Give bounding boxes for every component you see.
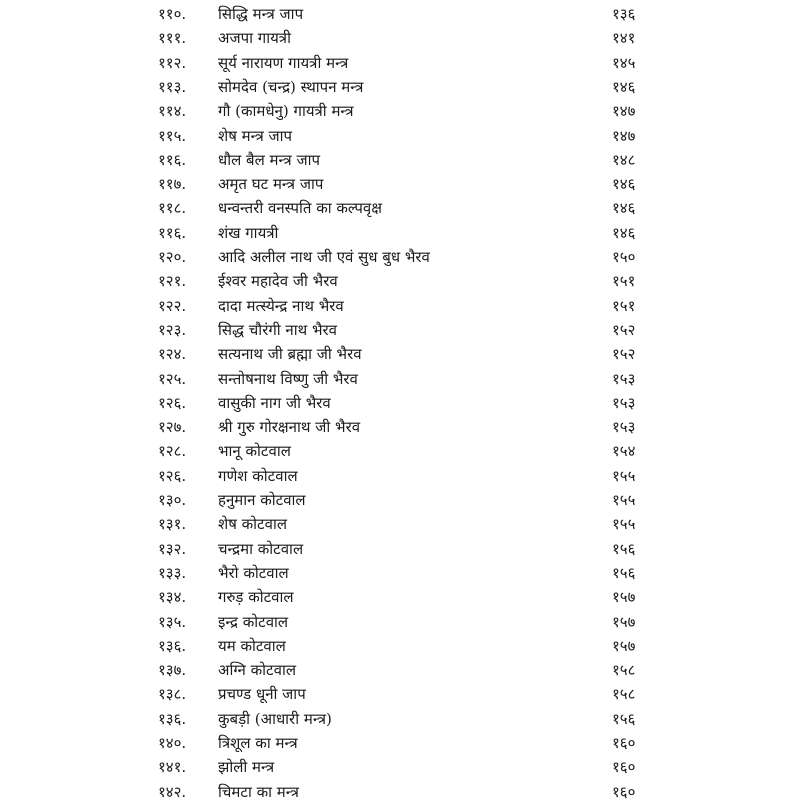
toc-entry-page: १५४ [612, 442, 636, 461]
toc-entry [0, 488, 799, 512]
toc-entry-title: धौल बैल मन्त्र जाप [218, 150, 320, 169]
toc-entry-title: कुबड़ी (आधारी मन्त्र) [218, 709, 332, 728]
toc-entry [0, 658, 799, 682]
toc-entry-page: १४७ [612, 126, 636, 145]
toc-entry-number: १२६. [158, 466, 187, 485]
toc-entry-title: वासुकी नाग जी भैरव [218, 393, 331, 412]
toc-entry [0, 561, 799, 585]
toc-entry-page: १५८ [612, 685, 636, 704]
toc-entry-page: १५० [612, 248, 636, 266]
toc-entry [0, 464, 799, 488]
toc-entry-page: १४६ [612, 223, 636, 242]
toc-entry-title: प्रचण्ड धूनी जाप [218, 685, 306, 704]
toc-entry-title: ईश्वर महादेव जी भैरव [218, 272, 338, 291]
toc-entry-title: चन्द्रमा कोटवाल [218, 539, 304, 558]
toc-entry-page: १५१ [612, 272, 636, 291]
toc-entry-number: १२७. [158, 418, 187, 437]
toc-entry-title: सत्यनाथ जी ब्रह्मा जी भैरव [218, 345, 362, 364]
toc-entry-number: १३८. [158, 685, 187, 704]
toc-entry [0, 512, 799, 536]
toc-entry [0, 2, 799, 26]
toc-entry-page: १५१ [612, 296, 636, 315]
toc-entry-page: १४५ [612, 53, 636, 72]
toc-entry-page: १५७ [612, 636, 636, 655]
toc-entry-page: १६० [612, 734, 636, 752]
toc-entry-title: झोली मन्त्र [218, 758, 275, 777]
toc-entry [0, 367, 799, 391]
toc-entry-number: १११. [158, 29, 187, 48]
toc-entry-page: १४६ [612, 77, 636, 96]
toc-entry-page: १४१ [612, 29, 636, 48]
toc-entry-title: चिमटा का मन्त्र [218, 782, 299, 801]
toc-entry-page: १६० [612, 758, 636, 777]
toc-entry-page: १५६ [612, 539, 636, 558]
toc-entry-number: ११६. [158, 150, 187, 169]
toc-entry-number: ११७. [158, 175, 187, 194]
toc-entry-title: भानू कोटवाल [218, 442, 291, 461]
toc-entry [0, 196, 799, 220]
toc-entry-number: १४१. [158, 758, 187, 777]
toc-entry-page: १५८ [612, 661, 636, 680]
toc-entry-number: १३२. [158, 539, 187, 558]
toc-entry-number: १२४. [158, 345, 187, 364]
toc-entry-page: १४७ [612, 102, 636, 121]
toc-entry-title: अमृत घट मन्त्र जाप [218, 175, 324, 194]
toc-entry-number: १२३. [158, 320, 187, 339]
toc-entry-title: सिद्धि मन्त्र जाप [218, 5, 304, 23]
toc-entry-title: त्रिशूल का मन्त्र [218, 734, 298, 752]
toc-entry [0, 221, 799, 245]
toc-entry [0, 537, 799, 561]
toc-entry-page: १५६ [612, 709, 636, 728]
toc-entry-number: ११६. [158, 223, 187, 242]
toc-entry [0, 415, 799, 439]
toc-entry [0, 124, 799, 148]
toc-entry-title: गौ (कामधेनु) गायत्री मन्त्र [218, 102, 354, 121]
toc-entry-title: सिद्ध चौरंगी नाथ भैरव [218, 320, 338, 339]
toc-entry-title: धन्वन्तरी वनस्पति का कल्पवृक्ष [218, 199, 382, 218]
toc-entry [0, 731, 799, 755]
toc-entry-page: १५३ [612, 369, 636, 388]
toc-entry-page: १४६ [612, 175, 636, 194]
toc-entry [0, 148, 799, 172]
toc-entry-title: इन्द्र कोटवाल [218, 612, 289, 631]
toc-entry-title: भैरो कोटवाल [218, 563, 289, 582]
toc-entry-title: शेष कोटवाल [218, 515, 287, 534]
toc-entry [0, 439, 799, 463]
toc-entry-title: शेष मन्त्र जाप [218, 126, 293, 145]
toc-entry [0, 318, 799, 342]
toc-entry-page: १५३ [612, 393, 636, 412]
toc-entry [0, 245, 799, 269]
toc-entry-title: श्री गुरु गोरक्षनाथ जी भैरव [218, 418, 361, 437]
toc-entry-page: १४६ [612, 199, 636, 218]
toc-entry-title: दादा मत्स्येन्द्र नाथ भैरव [218, 296, 344, 315]
toc-entry-number: ११३. [158, 77, 187, 96]
toc-entry-number: ११०. [158, 5, 187, 23]
toc-entry-number: १३६. [158, 709, 187, 728]
toc-entry [0, 26, 799, 50]
toc-entry-title: सन्तोषनाथ विष्णु जी भैरव [218, 369, 358, 388]
toc-entry-number: १३७. [158, 661, 187, 680]
toc-entry-number: १३३. [158, 563, 187, 582]
toc-entry [0, 75, 799, 99]
toc-entry-title: सोमदेव (चन्द्र) स्थापन मन्त्र [218, 77, 364, 96]
toc-entry-number: ११५. [158, 126, 187, 145]
toc-entry [0, 172, 799, 196]
toc-entry-title: हनुमान कोटवाल [218, 491, 306, 509]
toc-entry-page: १५२ [612, 320, 636, 339]
toc-entry-number: ११२. [158, 53, 187, 72]
toc-entry-page: १५५ [612, 515, 636, 534]
toc-entry-number: १४०. [158, 734, 187, 752]
toc-entry-title: गरुड़ कोटवाल [218, 588, 294, 607]
toc-entry [0, 682, 799, 706]
toc-entry-number: १३५. [158, 612, 187, 631]
toc-entry-number: १३०. [158, 491, 187, 509]
toc-entry [0, 755, 799, 779]
toc-entry-number: १३४. [158, 588, 187, 607]
toc-entry-number: १४२. [158, 782, 187, 801]
toc-entry-page: १५७ [612, 612, 636, 631]
toc-entry-page: १६० [612, 782, 636, 801]
toc-entry-page: १५५ [612, 491, 636, 509]
toc-entry-title: अग्नि कोटवाल [218, 661, 297, 680]
toc-entry [0, 391, 799, 415]
toc-entry [0, 51, 799, 75]
toc-entry-page: १५२ [612, 345, 636, 364]
toc-entry-number: १२२. [158, 296, 187, 315]
toc-entry-title: शंख गायत्री [218, 223, 279, 242]
toc-entry [0, 610, 799, 634]
toc-entry-page: १५३ [612, 418, 636, 437]
toc-entry [0, 342, 799, 366]
toc-entry-title: अजपा गायत्री [218, 29, 291, 48]
toc-entry-number: १२१. [158, 272, 187, 291]
toc-entry [0, 634, 799, 658]
toc-entry-page: १५५ [612, 466, 636, 485]
toc-entry-number: १२०. [158, 248, 187, 266]
toc-entry-number: ११८. [158, 199, 187, 218]
toc-entry-title: गणेश कोटवाल [218, 466, 298, 485]
toc-entry-number: ११४. [158, 102, 187, 121]
toc-entry-number: १३१. [158, 515, 187, 534]
toc-entry-page: १५७ [612, 588, 636, 607]
toc-entry [0, 269, 799, 293]
toc-entry [0, 707, 799, 731]
toc-entry [0, 585, 799, 609]
toc-entry-title: सूर्य नारायण गायत्री मन्त्र [218, 53, 349, 72]
toc-entry [0, 294, 799, 318]
toc-entry-page: १३६ [612, 5, 636, 23]
toc-entry-page: १५६ [612, 563, 636, 582]
toc-entry-title: यम कोटवाल [218, 636, 286, 655]
toc-entry-title: आदि अलील नाथ जी एवं सुध बुध भैरव [218, 248, 430, 266]
toc-entry-number: १३६. [158, 636, 187, 655]
toc-entry-number: १२५. [158, 369, 187, 388]
toc-entry [0, 99, 799, 123]
toc-entry-number: १२६. [158, 393, 187, 412]
toc-entry-page: १४८ [612, 150, 636, 169]
toc-entry-number: १२८. [158, 442, 187, 461]
